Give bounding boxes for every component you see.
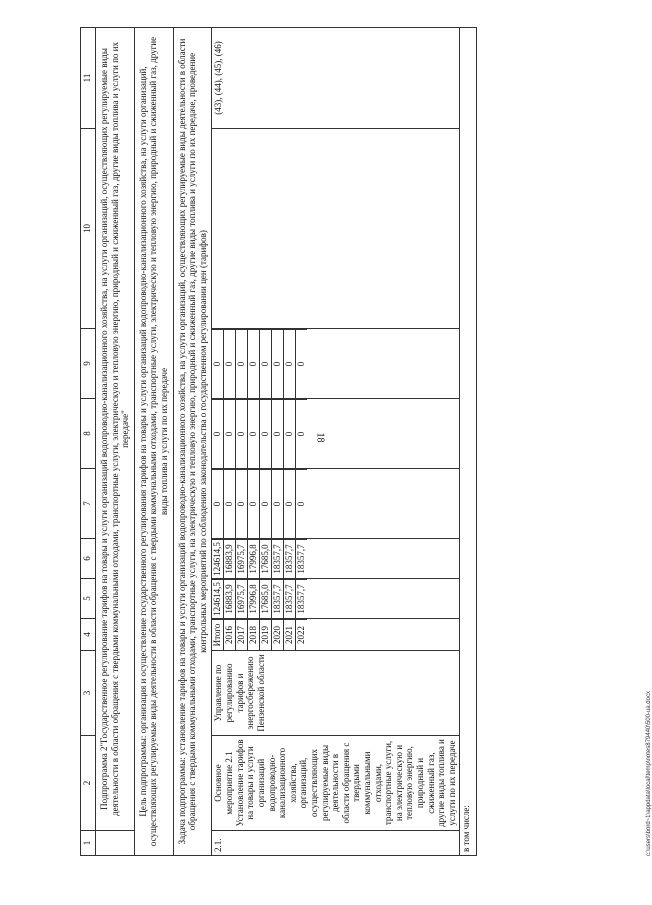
value-cell: 16975,7 [236, 540, 248, 579]
executor: Управление по регулированию тарифов и энергосбережению Пензенской области [212, 651, 459, 736]
years-list [212, 619, 307, 650]
subprogram-task: Задача подпрограммы: установление тарифов на товары и услуги организаций водопроводно-канализационного хозяйства, на услуги организаций, осуществляющих регулируемые виды деятельности в области обращения с твердыми коммунальными отходами, транспортные услуги, на электрическую и тепловую энергию, природный и сжиженный газ, другие виды топлива и услуги по их передаче, проведение контрольных мероприятий по соблюдению законодательства о государственном регулировании цен (тарифов) [173, 28, 212, 856]
page-number: 18 [314, 432, 326, 443]
value-cell: 17685,0 [260, 540, 272, 579]
value-cell: 18357,7 [296, 580, 308, 619]
measure-row [212, 28, 459, 856]
value-cell: 0 [212, 400, 224, 469]
header-cell: 7 [81, 469, 96, 539]
col5-values [212, 579, 307, 618]
header-cell: 5 [81, 579, 96, 619]
indicators-cell: (43), (44), (45), (46) [212, 28, 459, 129]
header-cell: 10 [81, 129, 96, 329]
value-cell: 0 [284, 400, 296, 469]
subprogram-title-row [96, 28, 135, 856]
value-cell: 0 [260, 470, 272, 539]
col9-cell [212, 329, 459, 399]
row-number: 2.1. [212, 831, 459, 856]
header-cell: 8 [81, 399, 96, 469]
year-cell: 2017 [236, 620, 248, 651]
value-cell: 16975,7 [236, 580, 248, 619]
col7-cell [212, 469, 459, 539]
value-cell: 17685,0 [260, 580, 272, 619]
header-cell: 9 [81, 329, 96, 399]
value-cell: 0 [236, 330, 248, 399]
col7-values [212, 469, 307, 538]
years-cell [212, 619, 459, 651]
value-cell: 0 [224, 330, 236, 399]
subprogram-goal: Цель подпрограммы: организация и осуществление государственного регулирования тарифов на товары и услуги организаций водопроводно-канализационного хозяйства, на услуги организаций, осуществляющих регулируемые виды деятельности в области обращения с твердыми коммунальными отходами, транспортные услуги, электрическую и тепловую энергию, природный и сжиженный газ, другие виды топлива и услуги по их передаче [134, 28, 173, 856]
task-row [173, 28, 212, 856]
col9-values [212, 329, 307, 398]
header-cell: 3 [81, 651, 96, 736]
value-cell: 0 [272, 400, 284, 469]
col6-values [212, 539, 307, 578]
year-cell: 2022 [296, 620, 308, 651]
value-cell: 0 [284, 330, 296, 399]
header-cell: 11 [81, 28, 96, 129]
col8-cell [212, 399, 459, 469]
value-cell: 16883,9 [224, 580, 236, 619]
header-cell: 1 [81, 831, 96, 856]
col8-values [212, 399, 307, 468]
year-cell: Итого [212, 620, 224, 651]
value-cell: 0 [248, 330, 260, 399]
year-cell: 2021 [284, 620, 296, 651]
year-cell: 2019 [260, 620, 272, 651]
value-cell: 0 [248, 400, 260, 469]
value-cell: 0 [212, 330, 224, 399]
value-cell: 0 [236, 400, 248, 469]
value-cell: 16883,9 [224, 540, 236, 579]
value-cell: 124614,5 [212, 540, 224, 579]
value-cell: 18357,7 [284, 580, 296, 619]
value-cell: 0 [260, 400, 272, 469]
year-cell: 2016 [224, 620, 236, 651]
program-table [80, 27, 477, 856]
value-cell: 0 [284, 470, 296, 539]
year-cell: 2018 [248, 620, 260, 651]
empty-cell [96, 831, 135, 856]
value-cell: 18357,7 [272, 540, 284, 579]
col6-cell [212, 539, 459, 579]
value-cell: 0 [224, 400, 236, 469]
col10-cell [212, 129, 459, 329]
including-row [459, 28, 476, 856]
value-cell: 17996,8 [248, 540, 260, 579]
value-cell: 18357,7 [284, 540, 296, 579]
header-row [81, 28, 96, 856]
year-cell: 2020 [272, 620, 284, 651]
value-cell: 0 [296, 470, 308, 539]
value-cell: 0 [272, 330, 284, 399]
header-cell: 6 [81, 539, 96, 579]
subprogram-title: Подпрограмма 2"Государственное регулирование тарифов на товары и услуги организаций водопроводно-канализационного хозяйства, на услуги организаций, осуществляющих регулируемые виды деятельности в области обращения с твердыми коммунальными отходами, транспортные услуги, электрическую и тепловую энергию, природный и сжиженный газ, другие виды топлива и услуги по их передаче" [96, 28, 135, 831]
value-cell: 0 [296, 330, 308, 399]
measure-name: Основное мероприятие 2.1 Установление тарифов на товары и услуги организаций водопроводно-канализационного хозяйства, организаций, осуществляющих регулируемые виды деятельности в области обращения с твердыми коммунальными отходами, транспортные услуги, на электрическую и тепловую энергию, природный и сжиженный газ, другие виды топлива и услуги по их передаче [212, 736, 459, 831]
value-cell: 0 [248, 470, 260, 539]
value-cell: 18357,7 [272, 580, 284, 619]
goal-row [134, 28, 173, 856]
value-cell: 18357,7 [296, 540, 308, 579]
value-cell: 0 [260, 330, 272, 399]
value-cell: 0 [212, 470, 224, 539]
including-label: в том числе: [459, 28, 476, 856]
header-cell: 2 [81, 736, 96, 831]
value-cell: 0 [296, 400, 308, 469]
header-cell: 4 [81, 619, 96, 651]
rotated-sheet [80, 28, 652, 856]
value-cell: 0 [236, 470, 248, 539]
value-cell: 17996,8 [248, 580, 260, 619]
col5-cell [212, 579, 459, 619]
value-cell: 0 [272, 470, 284, 539]
value-cell: 124614,5 [212, 580, 224, 619]
table-container [80, 28, 652, 856]
value-cell: 0 [224, 470, 236, 539]
file-path: c:\users\bord~1\appdata\local\temp\notes879440\500-ua.docx [646, 691, 652, 856]
